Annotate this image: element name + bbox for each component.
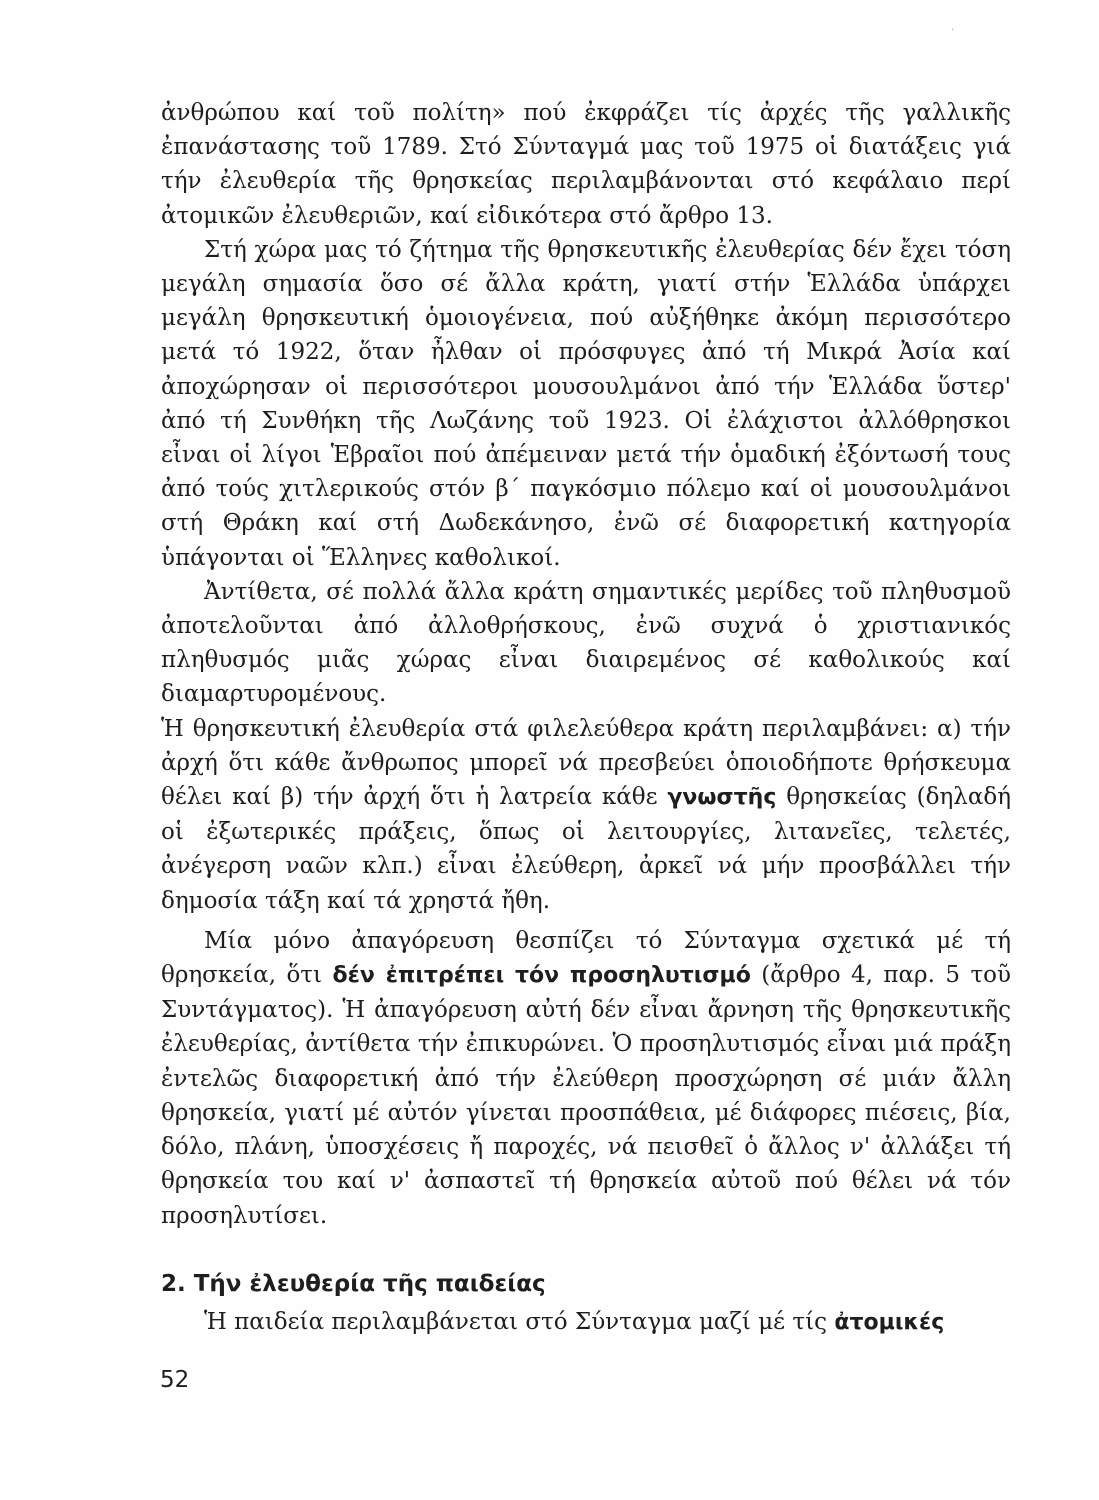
emphasis-individual: ἀτομικές <box>834 1309 945 1335</box>
body-text <box>161 96 1011 1340</box>
paragraph-4-text-b: θρησκείας (δηλαδή οἱ ἐξωτερικές πράξεις, ὅπως οἱ λειτουργίες, λιτανεῖες, τελετές, ἀνέγερση ναῶν κλπ.) εἶναι ἐλεύθερη, ἀρκεῖ νά μήν προσβάλλει τήν δημοσία τάξη καί τά χρηστά ἤθη. <box>161 784 1012 914</box>
paragraph-6-text-a: Ἡ παιδεία περιλαμβάνεται στό Σύνταγμα μαζί μέ τίς <box>204 1308 828 1335</box>
paragraph-3: Ἀντίθετα, σέ πολλά ἄλλα κράτη σημαντικές μερίδες τοῦ πληθυσμοῦ ἀποτελοῦνται ἀπό ἀλλοθρήσκους, ἐνῶ συχνά ὁ χριστιανικός πληθυσμός μιᾶς χώρας εἶναι διαιρεμένος σέ καθολικούς καί διαμαρτυρομένους. <box>161 578 1011 708</box>
paragraph-4 <box>161 712 1011 918</box>
scan-speck: · <box>951 25 955 36</box>
paragraph-1: ἀνθρώπου καί τοῦ πολίτη» πού ἐκφράζει τίς ἀρχές τῆς γαλλικῆς ἐπανάστασης τοῦ 1789. Στό Σύνταγμά μας τοῦ 1975 οἱ διατάξεις γιά τήν ἐλευθερία τῆς θρησκείας περιλαμβάνονται στό κεφάλαιο περί ἀτομικῶν ἐλευθεριῶν, καί εἰδικότερα στό ἄρθρο 13. <box>161 100 1011 229</box>
emphasis-known-religion: γνωστῆς <box>667 785 777 811</box>
paragraph-4-text-a: Ἡ θρησκευτική ἐλευθερία στά φιλελεύθερα κράτη περιλαμβάνει: α) τήν ἀρχή ὅτι κάθε ἄνθρωπος μπορεῖ νά πρεσβεύει ὁποιοδήποτε θρήσκευμα θέλει καί β) τήν ἀρχή ὅτι ἡ λατρεία κάθε <box>161 715 1011 811</box>
page-number: 52 <box>160 1367 190 1393</box>
section-heading: 2. Τήν ἐλευθερία τῆς παιδείας <box>161 1270 546 1297</box>
paragraph-5 <box>161 924 1011 1233</box>
paragraph-5-text-a: Μία μόνο ἀπαγόρευση θεσπίζει τό Σύνταγμα σχετικά μέ τή θρησκεία, ὅτι <box>161 927 1011 989</box>
emphasis-proselytism-ban: δέν ἐπιτρέπει τόν προσηλυτισμό <box>332 963 751 989</box>
paragraph-2: Στή χώρα μας τό ζήτημα τῆς θρησκευτικῆς ἐλευθερίας δέν ἔχει τόση μεγάλη σημασία ὅσο σέ ἄλλα κράτη, γιατί στήν Ἑλλάδα ὑπάρχει μεγάλη θρησκευτική ὁμοιογένεια, πού αὐξήθηκε ἀκόμη περισσότερο μετά τό 1922, ὅταν ἦλθαν οἱ πρόσφυγες ἀπό τή Μικρά Ἀσία καί ἀποχώρησαν οἱ περισσότεροι μουσουλμάνοι ἀπό τήν Ἑλλάδα ὕστερ' ἀπό τή Συνθήκη τῆς Λωζάνης τοῦ 1923. Οἱ ἐλάχιστοι ἀλλόθρησκοι εἶναι οἱ λίγοι Ἑβραῖοι πού ἀπέμειναν μετά τήν ὁμαδική ἐξόντωσή τους ἀπό τούς χιτλερικούς στόν β΄ παγκόσμιο πόλεμο καί οἱ μουσουλμάνοι στή Θράκη καί στή Δωδεκάνησο, ἐνῶ σέ διαφορετική κατηγορία ὑπάγονται οἱ Ἕλληνες καθολικοί. <box>161 236 1011 571</box>
paragraph-6 <box>161 1305 1011 1340</box>
paragraph-5-text-b: (ἄρθρο 4, παρ. 5 τοῦ Συντάγματος). Ἡ ἀπαγόρευση αὐτή δέν εἶναι ἄρνηση τῆς θρησκευτικῆς ἐλευθερίας, ἀντίθετα τήν ἐπικυρώνει. Ὁ προσηλυτισμός εἶναι μιά πράξη ἐντελῶς διαφορετική ἀπό τήν ἐλεύθερη προσχώρηση σέ μιάν ἄλλη θρησκεία, γιατί μέ αὐτόν γίνεται προσπάθεια, μέ διάφορες πιέσεις, βία, δόλο, πλάνη, ὑποσχέσεις ἤ παροχές, νά πεισθεῖ ὁ ἄλλος ν' ἀλλάξει τή θρησκεία του καί ν' ἀσπαστεῖ τή θρησκεία αὐτοῦ πού θέλει νά τόν προσηλυτίσει. <box>161 962 1012 1229</box>
